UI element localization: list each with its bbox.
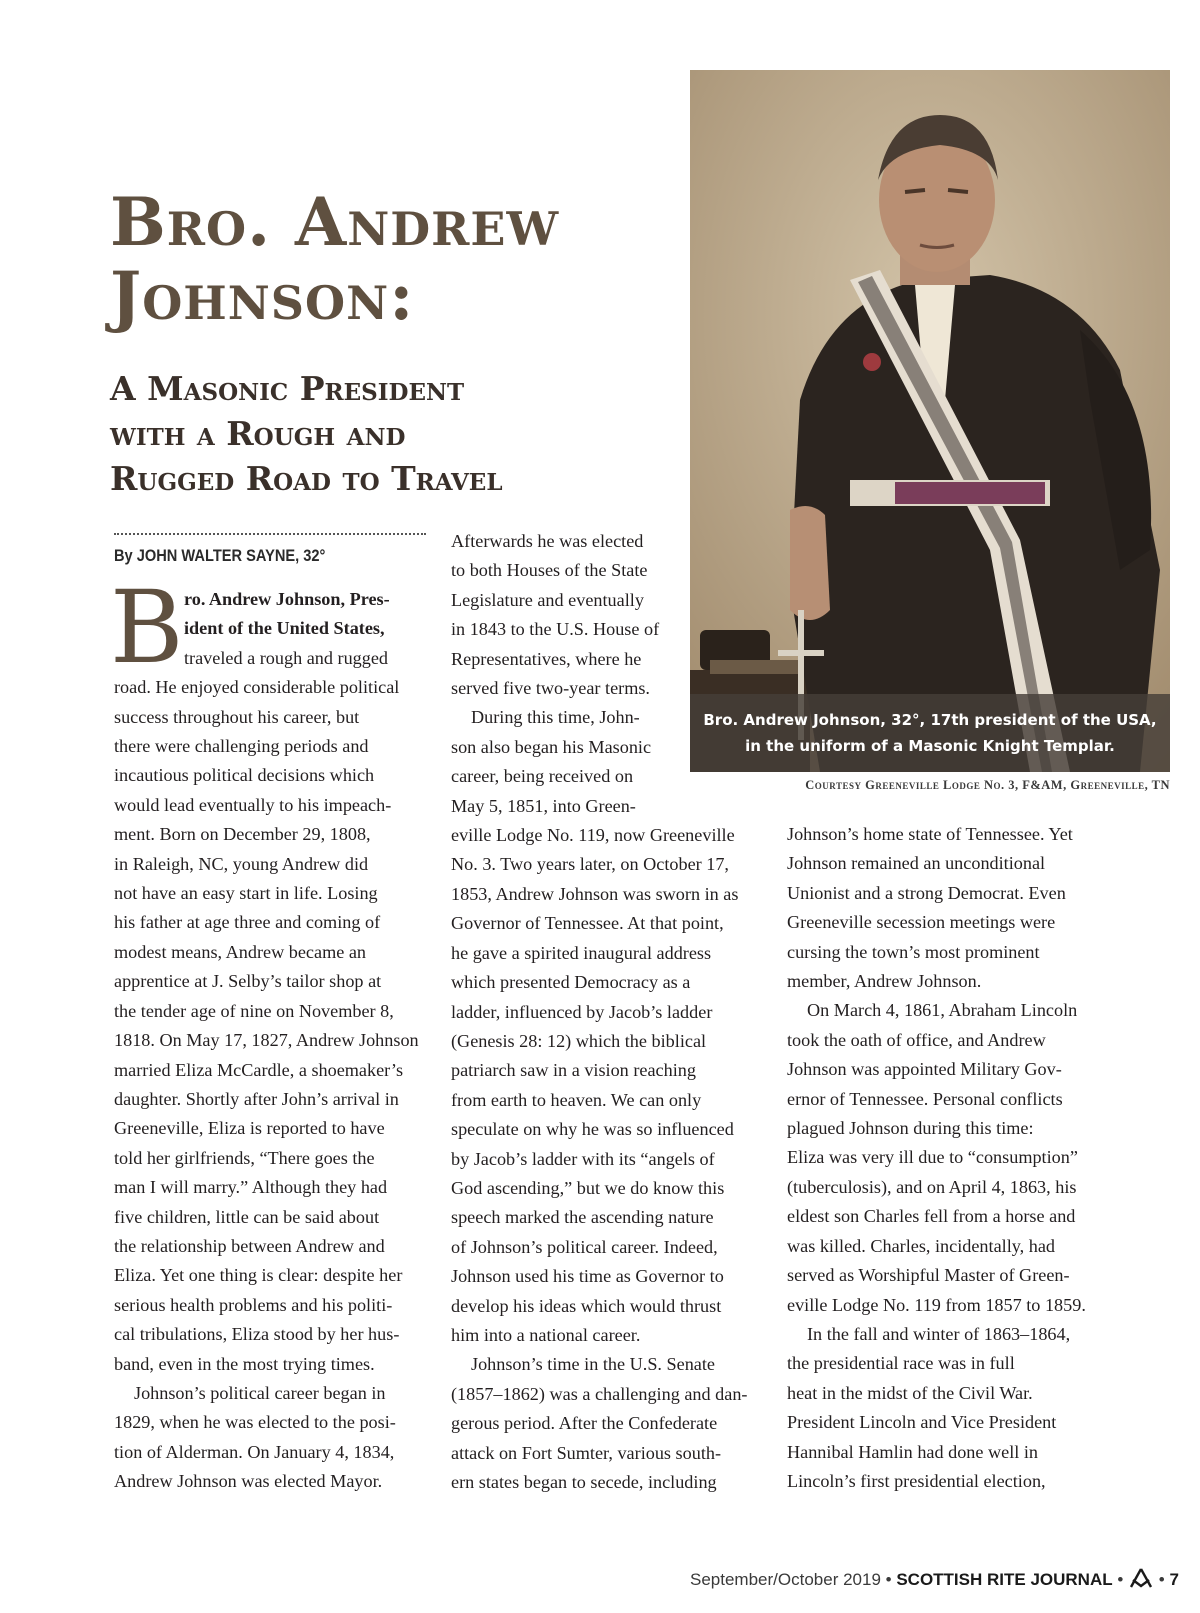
text-line: to both Houses of the State xyxy=(451,560,648,581)
body-column-1 xyxy=(114,585,419,1497)
title-line: Johnson: xyxy=(110,257,415,335)
text-line: there were challenging periods and xyxy=(114,736,369,757)
text-line: eville Lodge No. 119 from 1857 to 1859. xyxy=(787,1294,1086,1315)
subtitle-line: Rugged Road to Travel xyxy=(110,459,503,498)
text-line: In the fall and winter of 1863–1864, xyxy=(807,1323,1071,1344)
text-line: daughter. Shortly after John’s arrival in xyxy=(114,1088,399,1109)
text-line: road. He enjoyed considerable political xyxy=(114,677,400,698)
text-line: apprentice at J. Selby’s tailor shop at xyxy=(114,971,382,992)
title-line: Bro. Andrew xyxy=(110,183,560,261)
text-line: speculate on why he was so influenced xyxy=(451,1119,734,1140)
article-subtitle xyxy=(110,366,670,501)
text-line: On March 4, 1861, Abraham Lincoln xyxy=(807,1000,1078,1021)
photo-caption xyxy=(690,694,1170,772)
text-line: he gave a spirited inaugural address xyxy=(451,942,712,963)
text-line: 1818. On May 17, 1827, Andrew Johnson xyxy=(114,1030,419,1051)
text-line: told her girlfriends, “There goes the xyxy=(114,1147,375,1168)
text-line: gerous period. After the Confederate xyxy=(451,1413,718,1434)
text-line: Representatives, where he xyxy=(451,648,642,669)
text-line: by Jacob’s ladder with its “angels of xyxy=(451,1148,715,1169)
text-line: the presidential race was in full xyxy=(787,1353,1015,1374)
text-line: was killed. Charles, incidentally, had xyxy=(787,1235,1056,1256)
text-line: Eliza. Yet one thing is clear: despite her xyxy=(114,1265,403,1286)
text-line: Governor of Tennessee. At that point, xyxy=(451,913,724,934)
text-line: served as Worshipful Master of Green- xyxy=(787,1265,1070,1286)
text-line: attack on Fort Sumter, various south- xyxy=(451,1442,722,1463)
text-line: Johnson’s home state of Tennessee. Yet xyxy=(787,824,1073,844)
text-line: patriarch saw in a vision reaching xyxy=(451,1060,696,1081)
footer-journal: SCOTTISH RITE JOURNAL xyxy=(896,1569,1113,1589)
text-line: ment. Born on December 29, 1808, xyxy=(114,824,371,845)
text-line: Greeneville secession meetings were xyxy=(787,912,1056,933)
text-line: Legislature and eventually xyxy=(451,589,644,610)
text-line: not have an easy start in life. Losing xyxy=(114,883,378,904)
body-column-3 xyxy=(787,820,1086,1496)
text-line: Johnson was appointed Military Gov- xyxy=(787,1059,1062,1080)
text-line: Andrew Johnson was elected Mayor. xyxy=(114,1471,383,1492)
caption-line: Bro. Andrew Johnson, 32°, 17th president of the USA, xyxy=(703,711,1157,729)
footer-bullet: • xyxy=(1158,1569,1165,1589)
text-line: May 5, 1851, into Green- xyxy=(451,795,636,816)
text-line: took the oath of office, and Andrew xyxy=(787,1029,1046,1050)
text-line: 1829, when he was elected to the posi- xyxy=(114,1412,396,1433)
text-line: Unionist and a strong Democrat. Even xyxy=(787,882,1066,903)
text-line: Johnson used his time as Governor to xyxy=(451,1266,724,1287)
text-line: 1853, Andrew Johnson was sworn in as xyxy=(451,883,739,904)
text-line: would lead eventually to his impeach- xyxy=(114,794,392,815)
text-line: Johnson’s political career began in xyxy=(134,1382,386,1403)
byline-divider xyxy=(114,533,426,535)
text-line: Greeneville, Eliza is reported to have xyxy=(114,1118,385,1139)
portrait-illustration xyxy=(690,70,1170,772)
text-line: Johnson remained an unconditional xyxy=(787,853,1046,874)
text-line: ident of the United States, xyxy=(184,618,385,639)
text-line: Hannibal Hamlin had done well in xyxy=(787,1441,1039,1462)
text-line: President Lincoln and Vice President xyxy=(787,1412,1057,1433)
text-line: During this time, John- xyxy=(471,707,640,728)
photo-credit: Courtesy Greeneville Lodge No. 3, F&AM, Greeneville, TN xyxy=(805,778,1170,792)
text-line: career, being received on xyxy=(451,766,634,787)
page-number: 7 xyxy=(1169,1569,1179,1589)
article-title xyxy=(110,185,670,333)
text-line: ern states began to secede, including xyxy=(451,1472,717,1492)
text-line: the tender age of nine on November 8, xyxy=(114,1000,394,1021)
text-line: five children, little can be said about xyxy=(114,1206,380,1227)
text-line: eldest son Charles fell from a horse and xyxy=(787,1206,1076,1227)
text-line: served five two-year terms. xyxy=(451,678,650,699)
footer-issue: September/October 2019 xyxy=(690,1569,881,1589)
text-line: eville Lodge No. 119, now Greeneville xyxy=(451,825,735,846)
text-line: Johnson’s time in the U.S. Senate xyxy=(471,1354,716,1375)
text-line: which presented Democracy as a xyxy=(451,972,691,993)
text-line: heat in the midst of the Civil War. xyxy=(787,1382,1033,1403)
text-line: man I will marry.” Although they had xyxy=(114,1177,388,1198)
caption-line: in the uniform of a Masonic Knight Templar. xyxy=(745,737,1115,755)
text-line: his father at age three and coming of xyxy=(114,912,381,933)
text-line: (tuberculosis), and on April 4, 1863, his xyxy=(787,1176,1077,1197)
text-line: God ascending,” but we do know this xyxy=(451,1177,725,1198)
text-line: traveled a rough and rugged xyxy=(184,647,389,668)
text-line: ladder, influenced by Jacob’s ladder xyxy=(451,1001,713,1022)
text-line: cal tribulations, Eliza stood by her hus- xyxy=(114,1324,400,1345)
text-line: incautious political decisions which xyxy=(114,765,375,786)
text-line: the relationship between Andrew and xyxy=(114,1235,385,1256)
text-line: son also began his Masonic xyxy=(451,736,652,757)
text-line: (Genesis 28: 12) which the biblical xyxy=(451,1030,707,1051)
text-line: success throughout his career, but xyxy=(114,706,360,727)
text-line: Eliza was very ill due to “consumption” xyxy=(787,1147,1078,1168)
body-column-2 xyxy=(451,527,747,1497)
text-line: develop his ideas which would thrust xyxy=(451,1295,722,1316)
text-line: in Raleigh, NC, young Andrew did xyxy=(114,853,369,874)
text-line: in 1843 to the U.S. House of xyxy=(451,619,660,640)
text-line: of Johnson’s political career. Indeed, xyxy=(451,1236,718,1257)
text-line: married Eliza McCardle, a shoemaker’s xyxy=(114,1059,404,1080)
text-line: tion of Alderman. On January 4, 1834, xyxy=(114,1441,395,1462)
footer-bullet: • xyxy=(1117,1569,1124,1589)
portrait-photo xyxy=(690,70,1170,772)
author-byline: By JOHN WALTER SAYNE, 32° xyxy=(114,546,326,565)
text-line: (1857–1862) was a challenging and dan- xyxy=(451,1383,748,1404)
text-line: modest means, Andrew became an xyxy=(114,941,367,962)
subtitle-line: with a Rough and xyxy=(110,414,406,453)
text-line: speech marked the ascending nature xyxy=(451,1207,714,1228)
text-line: member, Andrew Johnson. xyxy=(787,971,982,992)
footer-bullet: • xyxy=(885,1569,892,1589)
text-line: No. 3. Two years later, on October 17, xyxy=(451,854,729,875)
text-line: ernor of Tennessee. Personal conflicts xyxy=(787,1088,1063,1109)
subtitle-line: A Masonic President xyxy=(110,369,465,408)
text-line: from earth to heaven. We can only xyxy=(451,1089,702,1110)
square-and-compass-icon xyxy=(1128,1568,1154,1593)
text-line: serious health problems and his politi- xyxy=(114,1294,393,1315)
text-line: plagued Johnson during this time: xyxy=(787,1118,1034,1139)
drop-cap: B xyxy=(110,569,184,686)
text-line: ro. Andrew Johnson, Pres- xyxy=(184,589,390,609)
text-line: Lincoln’s first presidential election, xyxy=(787,1470,1046,1491)
text-line: him into a national career. xyxy=(451,1324,641,1345)
text-line: band, even in the most trying times. xyxy=(114,1353,375,1374)
page-footer xyxy=(690,1568,1179,1593)
text-line: Afterwards he was elected xyxy=(451,531,644,551)
text-line: cursing the town’s most prominent xyxy=(787,941,1040,962)
